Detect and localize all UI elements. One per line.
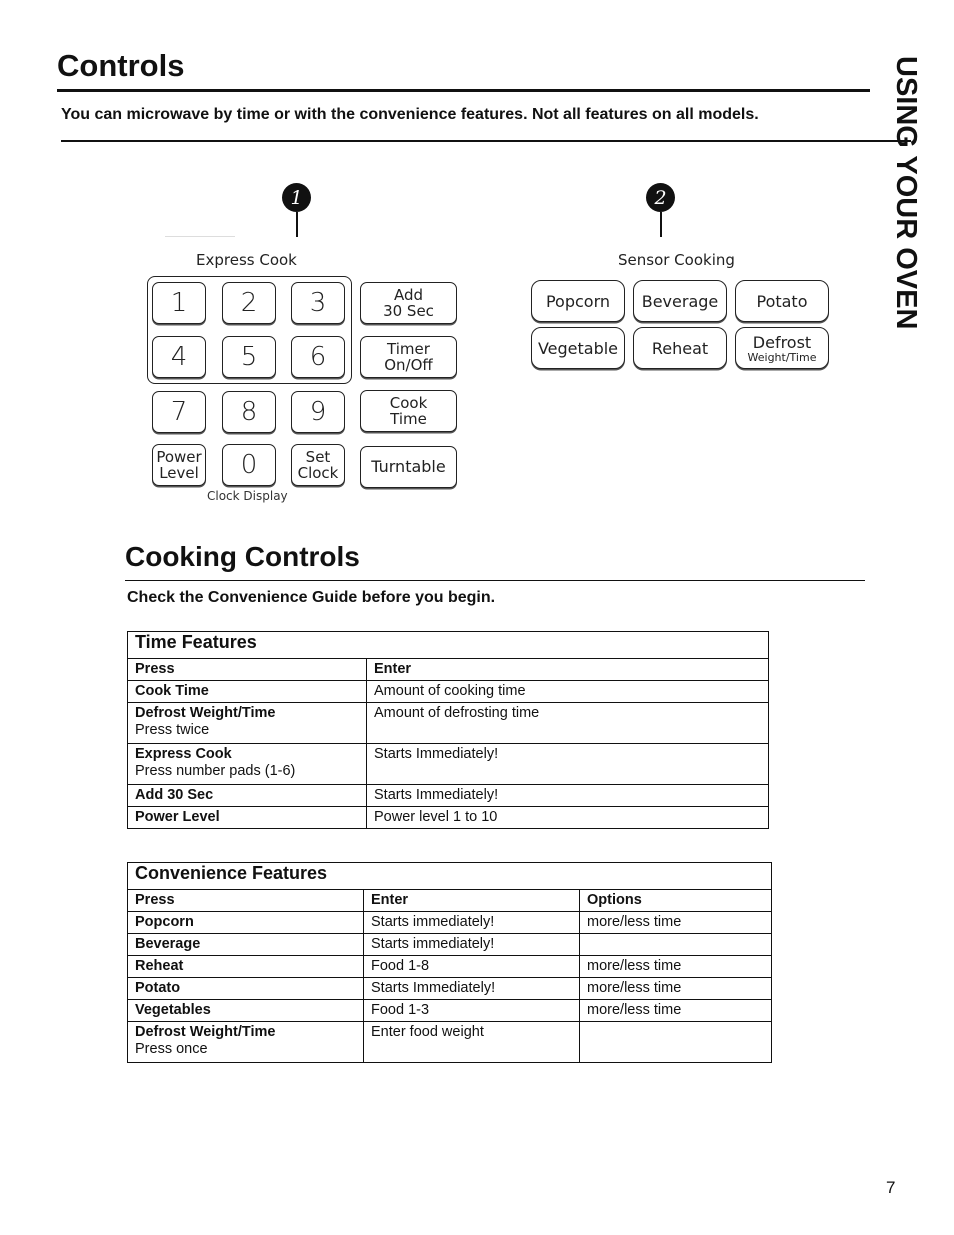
timer-line2: On/Off (384, 356, 433, 374)
page-number: 7 (886, 1178, 896, 1197)
press-cell: Power Level (135, 809, 220, 825)
table-row (128, 807, 769, 829)
table-row (128, 703, 769, 744)
key-8[interactable]: 8 (222, 391, 276, 433)
cooking-controls-title: Cooking Controls (125, 541, 360, 572)
sensor-cooking-label: Sensor Cooking (618, 251, 735, 269)
table-row (128, 744, 769, 785)
callout-1-line (296, 212, 298, 237)
enter-cell: Starts immediately! (364, 934, 580, 956)
set-clock-key[interactable] (291, 444, 345, 486)
table-row (128, 1000, 772, 1022)
key-0[interactable]: 0 (222, 444, 276, 486)
enter-cell: Starts Immediately! (364, 978, 580, 1000)
press-cell: Express Cook (135, 746, 232, 762)
add-30-sec-line2: 30 Sec (383, 302, 434, 320)
enter-cell: Amount of defrosting time (367, 703, 769, 744)
defrost-key-sublabel: Weight/Time (747, 350, 817, 364)
timer-line1: Timer (387, 340, 430, 358)
express-cook-label: Express Cook (196, 251, 297, 269)
table-row (128, 956, 772, 978)
press-cell: Vegetables (128, 1000, 364, 1022)
set-clock-key-line2: Clock (297, 464, 339, 482)
key-3[interactable]: 3 (291, 282, 345, 324)
press-cell: Beverage (128, 934, 364, 956)
press-cell: Reheat (128, 956, 364, 978)
callout-1-icon: 1 (282, 183, 311, 212)
table-row (128, 785, 769, 807)
enter-cell: Food 1-8 (364, 956, 580, 978)
power-level-key-line1: Power (156, 448, 202, 466)
table-row (128, 912, 772, 934)
options-cell (580, 934, 772, 956)
enter-cell: Amount of cooking time (367, 681, 769, 703)
defrost-key[interactable] (735, 327, 829, 369)
press-cell: Defrost Weight/Time (135, 705, 276, 721)
table-row (128, 681, 769, 703)
timer-key[interactable] (360, 336, 457, 378)
press-cell: Defrost Weight/Time (135, 1024, 276, 1040)
table-row (128, 1022, 772, 1063)
conv-col-enter: Enter (364, 890, 580, 912)
add-30-sec-line1: Add (393, 286, 424, 304)
title-rule (57, 89, 870, 92)
defrost-key-label: Defrost (752, 332, 812, 352)
enter-cell: Power level 1 to 10 (367, 807, 769, 829)
cook-time-line2: Time (390, 410, 427, 428)
options-cell: more/less time (580, 956, 772, 978)
turntable-key[interactable]: Turntable (360, 446, 457, 488)
clock-display-label: Clock Display (207, 489, 288, 503)
key-9[interactable]: 9 (291, 391, 345, 433)
power-level-key[interactable] (152, 444, 206, 486)
intro-rule (61, 140, 911, 142)
press-cell: Popcorn (128, 912, 364, 934)
cooking-controls-rule (125, 580, 865, 581)
options-cell: more/less time (580, 912, 772, 934)
press-sub-cell: Press once (135, 1041, 208, 1057)
cooking-controls-subtitle: Check the Convenience Guide before you begin. (127, 589, 496, 606)
reheat-key[interactable]: Reheat (633, 327, 727, 369)
press-sub-cell: Press twice (135, 722, 210, 738)
enter-cell: Food 1-3 (364, 1000, 580, 1022)
convenience-features-title: Convenience Features (128, 863, 772, 890)
callout-2-icon: 2 (646, 183, 675, 212)
time-col-enter: Enter (367, 659, 769, 681)
time-features-title: Time Features (128, 632, 769, 659)
power-level-key-line2: Level (159, 464, 199, 482)
key-6[interactable]: 6 (291, 336, 345, 378)
options-cell: more/less time (580, 1000, 772, 1022)
beverage-key[interactable]: Beverage (633, 280, 727, 322)
key-5[interactable]: 5 (222, 336, 276, 378)
cook-time-key[interactable] (360, 390, 457, 432)
options-cell (580, 1022, 772, 1063)
enter-cell: Starts Immediately! (367, 785, 769, 807)
potato-key[interactable]: Potato (735, 280, 829, 322)
key-7[interactable]: 7 (152, 391, 206, 433)
enter-cell: Enter food weight (364, 1022, 580, 1063)
press-cell: Add 30 Sec (135, 787, 214, 803)
callout-2-line (660, 212, 662, 237)
callout-1-rule (165, 236, 235, 237)
conv-col-press: Press (128, 890, 364, 912)
key-1[interactable]: 1 (152, 282, 206, 324)
enter-cell: Starts immediately! (364, 912, 580, 934)
side-tab: USING YOUR OVEN (890, 56, 922, 330)
conv-col-options: Options (580, 890, 772, 912)
add-30-sec-key[interactable] (360, 282, 457, 324)
intro-text: You can microwave by time or with the convenience features. Not all features on all models. (61, 106, 759, 123)
enter-cell: Starts Immediately! (367, 744, 769, 785)
press-cell: Potato (128, 978, 364, 1000)
options-cell: more/less time (580, 978, 772, 1000)
vegetable-key[interactable]: Vegetable (531, 327, 625, 369)
key-4[interactable]: 4 (152, 336, 206, 378)
set-clock-key-line1: Set (305, 448, 331, 466)
page-title: Controls (57, 48, 185, 83)
table-row (128, 978, 772, 1000)
cook-time-line1: Cook (389, 394, 428, 412)
press-cell: Cook Time (135, 683, 209, 699)
popcorn-key[interactable]: Popcorn (531, 280, 625, 322)
time-features-table (127, 631, 769, 829)
press-sub-cell: Press number pads (1-6) (135, 763, 296, 779)
time-col-press: Press (128, 659, 367, 681)
table-row (128, 934, 772, 956)
key-2[interactable]: 2 (222, 282, 276, 324)
convenience-features-table (127, 862, 772, 1063)
